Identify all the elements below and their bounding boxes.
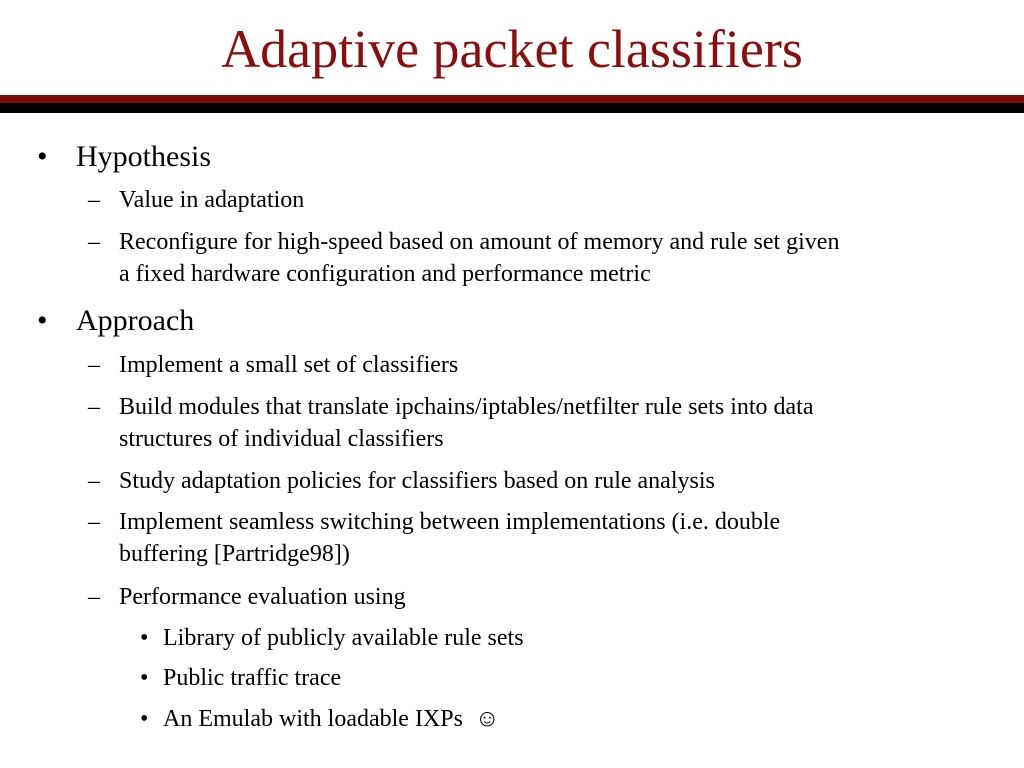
sub-item-study-policies: Study adaptation policies for classifiers based on rule analysis — [119, 468, 715, 494]
eval-item-traffic-trace: Public traffic trace — [163, 665, 342, 691]
bullet-approach: Approach — [76, 304, 195, 337]
sub-item-build-modules-continued: structures of individual classifiers — [119, 426, 444, 452]
eval-item-rule-sets: Library of publicly available rule sets — [163, 625, 524, 651]
sub-item-reconfigure: Reconfigure for high-speed based on amount of memory and rule set given — [119, 229, 840, 255]
dash-marker: – — [88, 352, 100, 378]
bullet-marker: • — [37, 304, 48, 337]
sub-item-value-in-adaptation: Value in adaptation — [119, 187, 305, 213]
bullet-marker: • — [140, 665, 149, 691]
slide-title: Adaptive packet classifiers — [221, 19, 803, 79]
sub-item-seamless-switching-continued: buffering [Partridge98]) — [119, 541, 350, 567]
sub-item-seamless-switching: Implement seamless switching between implementations (i.e. double — [119, 509, 781, 535]
sub-item-reconfigure-continued: a fixed hardware configuration and performance metric — [119, 261, 651, 287]
bullet-marker: • — [140, 625, 149, 651]
dash-marker: – — [88, 468, 100, 494]
dash-marker: – — [88, 187, 100, 213]
dash-marker: – — [88, 584, 100, 610]
sub-item-build-modules: Build modules that translate ipchains/iptables/netfilter rule sets into data — [119, 394, 814, 420]
eval-item-emulab: An Emulab with loadable IXPs ☺ — [163, 706, 500, 732]
bullet-marker: • — [37, 140, 48, 173]
sub-item-performance-evaluation: Performance evaluation using — [119, 584, 406, 610]
sub-item-implement-classifiers: Implement a small set of classifiers — [119, 352, 459, 378]
dash-marker: – — [88, 229, 100, 255]
bullet-hypothesis: Hypothesis — [76, 140, 211, 173]
dash-marker: – — [88, 394, 100, 420]
bullet-marker: • — [140, 706, 149, 732]
dash-marker: – — [88, 509, 100, 535]
